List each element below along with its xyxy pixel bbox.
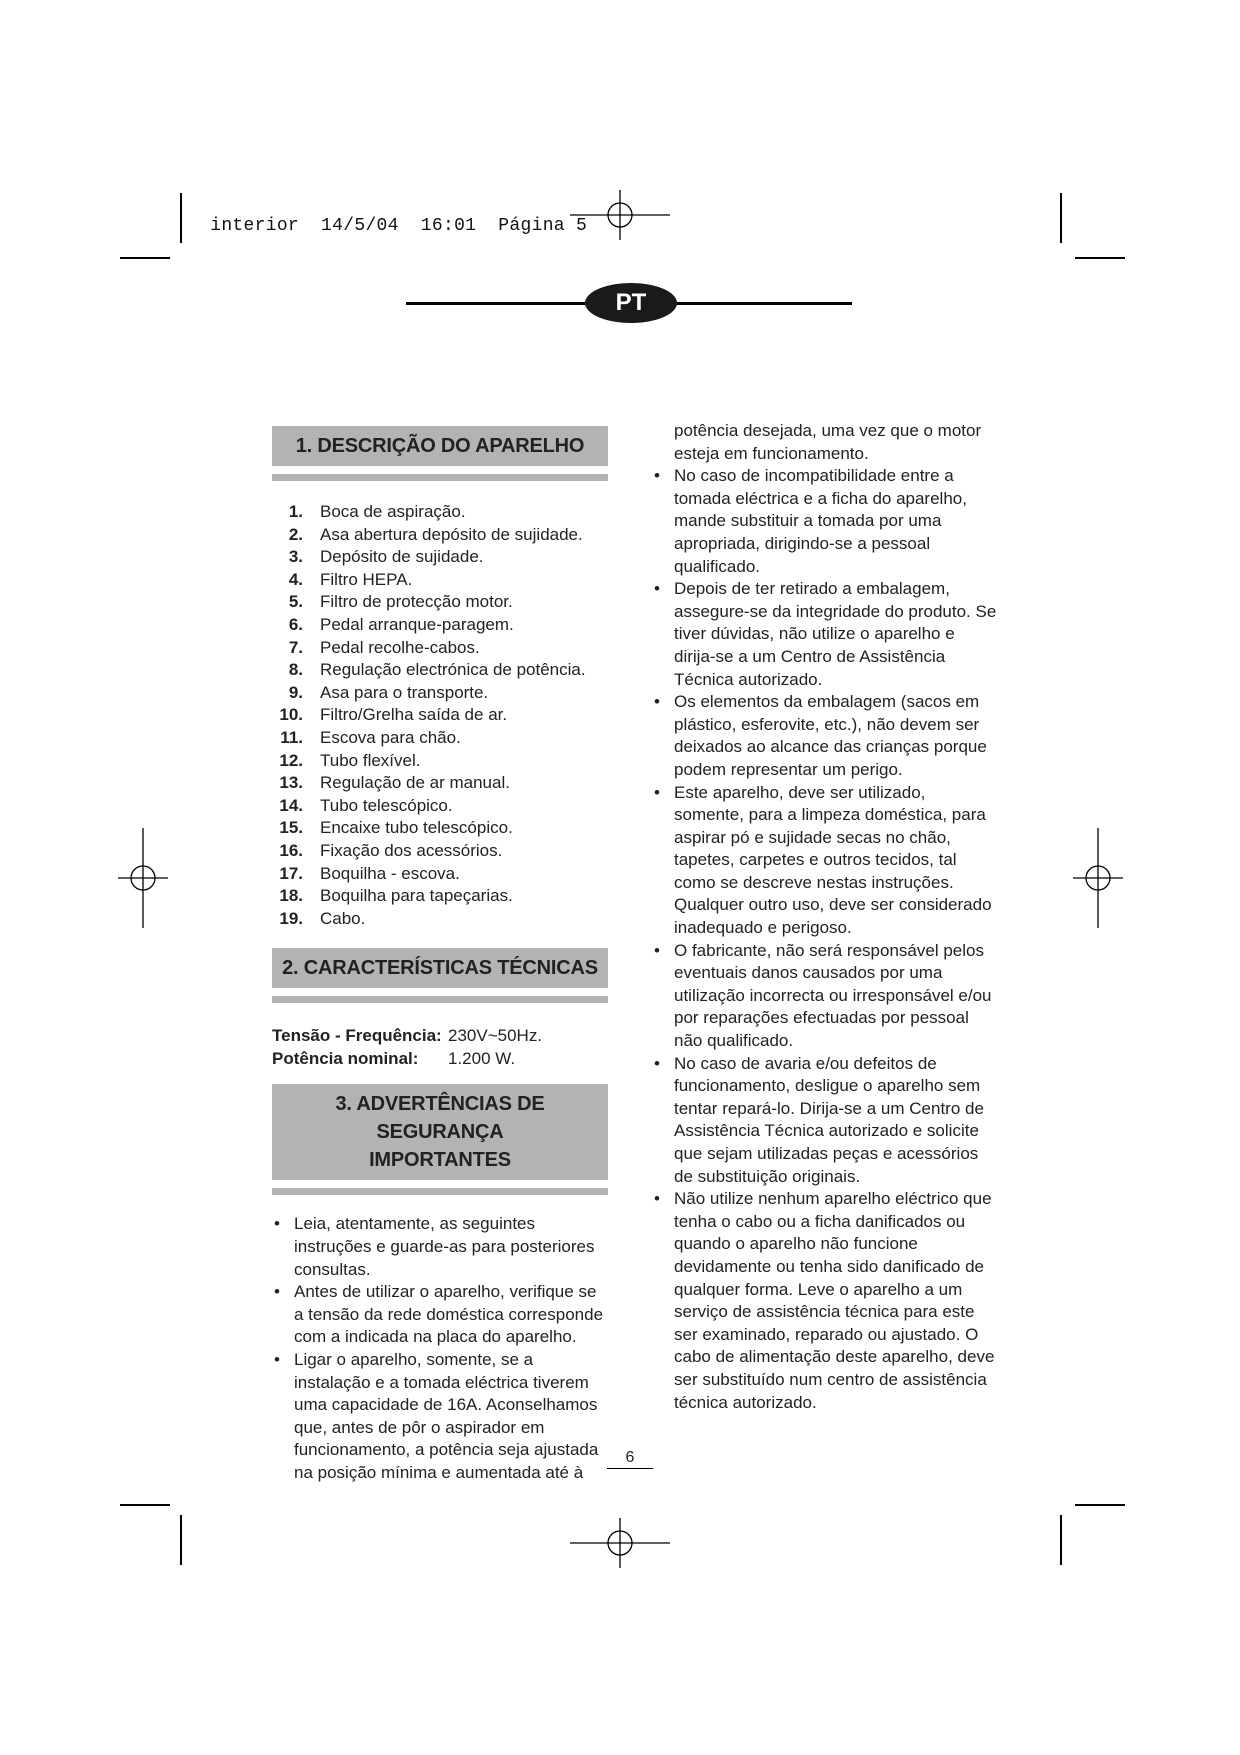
left-column [272, 426, 608, 1485]
item-text: Filtro HEPA. [320, 569, 413, 589]
list-item [272, 591, 608, 614]
section-divider [272, 996, 608, 1003]
spec-list [272, 1025, 608, 1070]
item-text: Fixação dos acessórios. [320, 840, 503, 860]
list-item [652, 782, 997, 940]
item-number: 19. [279, 908, 303, 928]
item-number: 1. [288, 502, 303, 521]
spec-row [272, 1025, 608, 1048]
item-text: Depósito de sujidade. [320, 547, 484, 567]
bullet-text: Antes de utilizar o aparelho, verifique se a tensão da rede doméstica corresponde com a indicada na placa do aparelho. [294, 1282, 604, 1347]
item-text: Cabo. [320, 908, 366, 928]
crop-mark [120, 257, 170, 259]
list-item [272, 817, 608, 840]
item-text: Boca de aspiração. [320, 502, 466, 521]
list-item [272, 908, 608, 931]
spec-label: Potência nominal: [272, 1048, 419, 1068]
bullet-text: Ligar o aparelho, somente, se a instalação e a tomada eléctrica tiverem uma capacidade de 16A. Aconselhamos que, antes de pôr o aspirador em funcionamento, a potência seja ajustada na posição mínima e aumentada até à [294, 1350, 599, 1482]
list-item [272, 614, 608, 637]
registration-mark-icon [118, 828, 168, 928]
section-heading [272, 1084, 608, 1180]
bullet-text: Leia, atentamente, as seguintes instruções e guarde-as para posteriores consultas. [294, 1214, 595, 1279]
spec-label: Tensão - Frequência: [272, 1026, 442, 1046]
section-heading: 1. DESCRIÇÃO DO APARELHO [272, 426, 608, 466]
item-number: 15. [279, 818, 303, 838]
item-number: 14. [279, 795, 303, 815]
list-item [272, 1213, 608, 1281]
item-number: 6. [288, 614, 303, 634]
list-item [272, 1281, 608, 1349]
item-number: 8. [288, 660, 303, 680]
list-item [272, 569, 608, 592]
bullet-icon: • [654, 1189, 660, 1209]
list-item [272, 840, 608, 863]
item-text: Pedal arranque-paragem. [320, 614, 514, 634]
item-text: Boquilha para tapeçarias. [320, 886, 513, 906]
print-slug [188, 196, 609, 236]
parts-list [272, 501, 608, 930]
right-column [652, 420, 997, 1414]
list-item [272, 682, 608, 705]
list-item [272, 659, 608, 682]
crop-mark [1075, 257, 1125, 259]
list-item [272, 501, 608, 524]
item-text: Filtro/Grelha saída de ar. [320, 705, 508, 725]
item-number: 9. [288, 682, 303, 702]
list-item [272, 524, 608, 547]
bullet-text: No caso de avaria e/ou defeitos de funcionamento, desligue o aparelho sem tentar repará-lo. Dirija-se a um Centro de Assistência Técnica autorizado e solicite que sejam utilizadas peças e acessórios de substituição originais. [674, 1053, 984, 1186]
list-item [272, 727, 608, 750]
slug-time: 16:01 [420, 216, 477, 236]
warning-continuation: potência desejada, uma vez que o motor esteja em funcionamento. [674, 421, 982, 463]
list-item [272, 637, 608, 660]
crop-mark [1060, 193, 1062, 243]
item-text: Pedal recolhe-cabos. [320, 637, 480, 657]
crop-mark [1060, 1515, 1062, 1565]
list-item [272, 546, 608, 569]
crop-mark [180, 1515, 182, 1565]
list-item [272, 750, 608, 773]
list-item [652, 1053, 997, 1189]
list-item [272, 704, 608, 727]
list-item [272, 795, 608, 818]
crop-mark [1075, 1504, 1125, 1506]
item-text: Tubo flexível. [320, 750, 421, 770]
bullet-icon: • [654, 466, 660, 486]
bullet-icon: • [654, 940, 660, 960]
item-number: 13. [279, 773, 303, 793]
section-divider [272, 1188, 608, 1195]
bullet-icon: • [654, 579, 660, 599]
slug-file: interior [210, 216, 300, 236]
item-number: 11. [280, 727, 303, 747]
item-number: 4. [288, 569, 303, 589]
item-number: 17. [279, 863, 303, 883]
warnings-list [652, 465, 997, 1414]
list-item [272, 885, 608, 908]
section-heading: 2. CARACTERÍSTICAS TÉCNICAS [272, 948, 608, 988]
list-item [652, 940, 997, 1053]
bullet-icon: • [274, 1350, 280, 1370]
crop-mark [120, 1504, 170, 1506]
item-number: 3. [288, 547, 303, 567]
bullet-icon: • [654, 782, 660, 802]
item-number: 10. [279, 705, 303, 725]
item-text: Filtro de protecção motor. [320, 592, 513, 612]
bullet-text: Este aparelho, deve ser utilizado, somente, para a limpeza doméstica, para aspirar pó e sujidade secas no chão, tapetes, carpetes e outros tecidos, tal como se descreve nestas instruções. Qualquer outro uso, deve ser considerado inadequado e perigoso. [674, 782, 992, 938]
item-text: Asa abertura depósito de sujidade. [320, 524, 583, 544]
spec-row [272, 1048, 608, 1071]
item-number: 16. [279, 840, 303, 860]
crop-mark [180, 193, 182, 243]
list-item [272, 772, 608, 795]
item-text: Asa para o transporte. [320, 682, 489, 702]
spec-value: 1.200 W. [448, 1048, 516, 1068]
item-text: Boquilha - escova. [320, 863, 460, 883]
item-number: 7. [288, 637, 303, 657]
item-number: 18. [279, 886, 303, 906]
bullet-text: Não utilize nenhum aparelho eléctrico que tenha o cabo ou a ficha danificados ou quando o aparelho não funcione devidamente ou tenha sido danificado de qualquer forma. Leve o aparelho a um serviço de assistência técnica para este ser examinado, reparado ou ajustado. O cabo de alimentação deste aparelho, deve ser substituído num centro de assistência técnica autorizado. [674, 1189, 995, 1412]
list-item [272, 1349, 608, 1485]
bullet-icon: • [274, 1282, 280, 1302]
item-number: 2. [288, 524, 303, 544]
section-divider [272, 474, 608, 481]
header-rule-left [406, 302, 596, 305]
list-item [272, 863, 608, 886]
list-item [652, 578, 997, 691]
header-rule-right [666, 302, 852, 305]
spec-value: 230V~50Hz. [448, 1026, 543, 1046]
registration-mark-icon [570, 1518, 670, 1568]
item-text: Regulação de ar manual. [320, 773, 510, 793]
registration-mark-icon [1073, 828, 1123, 928]
section-heading-line: 3. ADVERTÊNCIAS DE SEGURANÇA [335, 1093, 545, 1144]
list-item [652, 1188, 997, 1414]
bullet-text: Os elementos da embalagem (sacos em plástico, esferovite, etc.), não devem ser deixados ao alcance das crianças porque podem representar um perigo. [674, 692, 987, 779]
bullet-text: Depois de ter retirado a embalagem, assegure-se da integridade do produto. Se tiver dúvidas, não utilize o aparelho e dirija-se a um Centro de Assistência Técnica autorizado. [674, 579, 997, 689]
bullet-icon: • [654, 1053, 660, 1073]
list-item [652, 691, 997, 781]
item-text: Encaixe tubo telescópico. [320, 818, 513, 838]
bullet-icon: • [274, 1214, 280, 1234]
page-number: 6 [607, 1448, 653, 1469]
item-text: Escova para chão. [320, 727, 461, 747]
warnings-list [272, 1213, 608, 1484]
slug-page: Página 5 [498, 216, 588, 236]
section-heading-line: IMPORTANTES [369, 1149, 511, 1172]
language-badge: PT [585, 283, 677, 323]
item-text: Regulação electrónica de potência. [320, 660, 586, 680]
slug-date: 14/5/04 [321, 216, 399, 236]
item-number: 12. [279, 750, 303, 770]
list-item [652, 465, 997, 578]
bullet-text: No caso de incompatibilidade entre a tomada eléctrica e a ficha do aparelho, mande substituir a tomada por uma apropriada, dirigindo-se a pessoal qualificado. [674, 466, 967, 576]
item-text: Tubo telescópico. [320, 795, 453, 815]
item-number: 5. [288, 592, 303, 612]
bullet-icon: • [654, 692, 660, 712]
bullet-text: O fabricante, não será responsável pelos eventuais danos causados por uma utilização incorrecta ou irresponsável e/ou por reparações efectuadas por pessoal não qualificado. [674, 940, 992, 1051]
